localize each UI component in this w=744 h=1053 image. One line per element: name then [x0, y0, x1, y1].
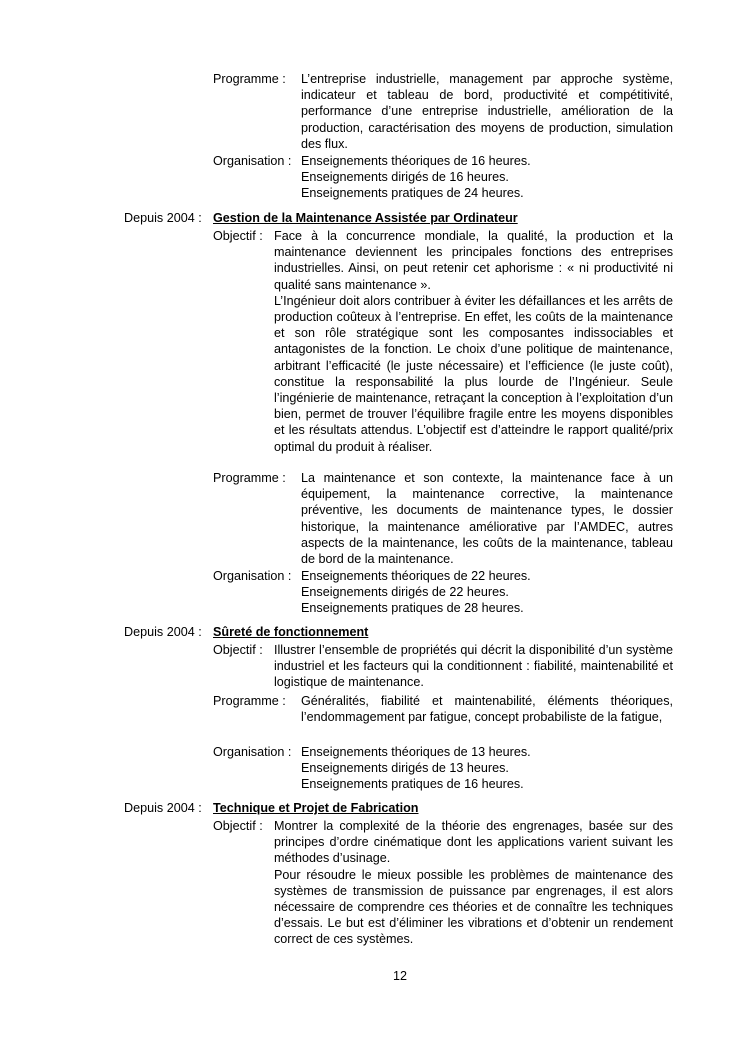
- organisation-item: Enseignements pratiques de 24 heures.: [301, 186, 524, 201]
- objectif-label: Objectif :: [213, 643, 263, 657]
- programme-text: Généralités, fiabilité et maintenabilité, éléments théoriques, l’endommagement par fatigue, concept probabiliste de la fatigue,: [301, 694, 673, 725]
- organisation-item: Enseignements pratiques de 16 heures.: [301, 777, 524, 792]
- organisation-item: Enseignements théoriques de 16 heures.: [301, 154, 531, 168]
- objectif-paragraph: Montrer la complexité de la théorie des engrenages, basée sur des principes d’ordre cinématique dont les applications varient suivant les méthodes d’usinage.: [274, 819, 673, 866]
- objectif-text: Illustrer l’ensemble de propriétés qui décrit la disponibilité d’un système industriel et les facteurs qui la conditionnent : fiabilité, maintenabilité et logistique de maintenance.: [274, 643, 673, 690]
- course-title: Sûreté de fonctionnement: [213, 625, 369, 639]
- organisation-list: [301, 568, 673, 617]
- objectif-paragraph: Face à la concurrence mondiale, la qualité, la production et la maintenance deviennent les principales fonctions des entreprises industrielles. Ainsi, on peut retenir cet aphorisme : « ni productivité ni qualité sans maintenance ».: [274, 229, 673, 292]
- organisation-item: Enseignements théoriques de 13 heures.: [301, 745, 531, 759]
- organisation-item: Enseignements théoriques de 22 heures.: [301, 569, 531, 583]
- objectif-label: Objectif :: [213, 819, 263, 833]
- since-label: Depuis 2004 :: [124, 211, 202, 225]
- since-label: Depuis 2004 :: [124, 625, 202, 639]
- organisation-item: Enseignements pratiques de 28 heures.: [301, 601, 524, 616]
- objectif-text: [274, 818, 673, 948]
- objectif-paragraph: Pour résoudre le mieux possible les problèmes de maintenance des systèmes de transmission de puissance par engrenages, il est alors nécessaire de comprendre ces théories et de connaître les techniques d’essais. Le but est d’éliminer les vibrations et d’obtenir un rendement correct de ces systèmes.: [274, 867, 673, 947]
- objectif-paragraph: L’Ingénieur doit alors contribuer à éviter les défaillances et les arrêts de production coûteux à l’entreprise. En effet, les coûts de la maintenance et son rôle stratégique sont les composantes indissociables et antagonistes de la fonction. Le choix d’une politique de maintenance, arbitrant l’efficacité (le juste nécessaire) et l’efficience (le juste coût), constitue la responsabilité la plus lourde de l’Ingénieur. Seule l’ingénierie de maintenance, retraçant la conception à l’exploitation d’un bien, permet de trouver l’équilibre fragile entre les moyens disponibles et les résultats attendus. L’objectif est d’atteindre le rapport qualité/prix optimal du produit à réaliser.: [274, 293, 673, 454]
- programme-label: Programme :: [213, 694, 286, 708]
- organisation-item: Enseignements dirigés de 22 heures.: [301, 585, 509, 600]
- organisation-list: [301, 744, 673, 793]
- organisation-item: Enseignements dirigés de 13 heures.: [301, 761, 509, 776]
- organisation-label: Organisation :: [213, 569, 292, 583]
- programme-text: La maintenance et son contexte, la maintenance face à un équipement, la maintenance corrective, la maintenance préventive, les documents de maintenance types, le dossier historique, la maintenance améliorative par l’AMDEC, autres aspects de la maintenance, les coûts de la maintenance, tableau de bord de la maintenance.: [301, 471, 673, 567]
- objectif-text: [274, 228, 673, 455]
- objectif-label: Objectif :: [213, 229, 263, 243]
- course-title: Gestion de la Maintenance Assistée par Ordinateur: [213, 211, 518, 225]
- page-number: 12: [392, 969, 407, 983]
- organisation-item: Enseignements dirigés de 16 heures.: [301, 170, 509, 185]
- organisation-list: [301, 153, 673, 202]
- programme-text: L’entreprise industrielle, management par approche système, indicateur et tableau de bord, productivité et compétitivité, performance d’une entreprise industrielle, amélioration de la production, caractérisation des moyens de production, simulation des flux.: [301, 72, 673, 151]
- organisation-label: Organisation :: [213, 745, 292, 759]
- since-label: Depuis 2004 :: [124, 801, 202, 815]
- course-title: Technique et Projet de Fabrication: [213, 801, 419, 815]
- programme-label: Programme :: [213, 72, 286, 86]
- programme-label: Programme :: [213, 471, 286, 485]
- organisation-label: Organisation :: [213, 154, 292, 168]
